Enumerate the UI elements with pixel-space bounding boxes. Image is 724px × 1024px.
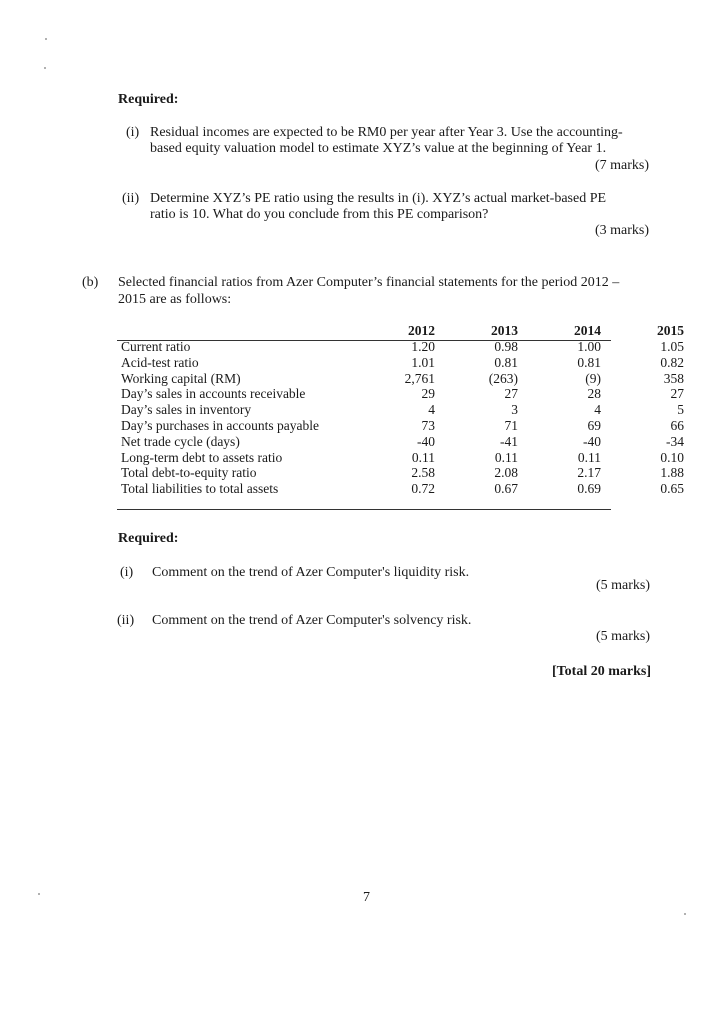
cell-value: 1.20 bbox=[411, 339, 435, 354]
cell-value: 71 bbox=[504, 417, 518, 433]
scan-speck bbox=[38, 893, 40, 895]
question-marker: (ii) bbox=[117, 613, 135, 628]
page-number: 7 bbox=[363, 890, 370, 905]
cell-value: -34 bbox=[666, 433, 684, 449]
question-marker: (i) bbox=[120, 565, 134, 580]
question-marker: (i) bbox=[126, 125, 140, 140]
year-header: 2013 bbox=[491, 323, 518, 339]
question-a-i-line-1: Residual incomes are expected to be RM0 per year after Year 3. Use the accounting- bbox=[150, 125, 623, 140]
table-row bbox=[117, 339, 691, 355]
cell-value: 0.82 bbox=[660, 354, 684, 370]
cell-value: 0.65 bbox=[660, 481, 684, 497]
financial-ratios-table bbox=[117, 323, 691, 497]
cell-value: (263) bbox=[488, 370, 518, 386]
cell-value: -41 bbox=[500, 433, 518, 449]
cell-value: 0.81 bbox=[577, 354, 601, 370]
cell-value: (9) bbox=[585, 370, 601, 386]
question-b-ii-text: Comment on the trend of Azer Computer's solvency risk. bbox=[152, 613, 472, 628]
cell-value: 0.72 bbox=[411, 481, 435, 497]
cell-value: 4 bbox=[594, 402, 601, 418]
cell-value: 2.08 bbox=[494, 465, 518, 481]
question-a-ii-line-1: Determine XYZ’s PE ratio using the results in (i). XYZ’s actual market-based PE bbox=[150, 191, 607, 206]
cell-value: 5 bbox=[677, 402, 684, 418]
table-header-blank bbox=[117, 323, 359, 339]
year-header: 2012 bbox=[408, 323, 435, 339]
year-header: 2015 bbox=[657, 323, 684, 339]
row-label: Day’s sales in inventory bbox=[121, 402, 252, 418]
cell-value: 1.00 bbox=[577, 339, 601, 354]
row-label: Total liabilities to total assets bbox=[121, 481, 279, 497]
total-marks: [Total 20 marks] bbox=[551, 664, 651, 679]
required-heading-b: Required: bbox=[118, 531, 179, 546]
part-b-intro-line-2: 2015 are as follows: bbox=[118, 292, 232, 307]
row-label: Day’s sales in accounts receivable bbox=[121, 386, 306, 402]
table-row bbox=[117, 465, 691, 481]
table-row bbox=[117, 418, 691, 434]
cell-value: 0.98 bbox=[494, 339, 518, 354]
row-label: Acid-test ratio bbox=[121, 354, 199, 370]
cell-value: 4 bbox=[428, 402, 435, 418]
required-heading-a: Required: bbox=[118, 92, 179, 107]
marks-b-i: (5 marks) bbox=[595, 578, 650, 593]
cell-value: 27 bbox=[504, 386, 518, 402]
row-label: Day’s purchases in accounts payable bbox=[121, 417, 319, 433]
row-label: Current ratio bbox=[121, 339, 191, 354]
cell-value: 1.05 bbox=[660, 339, 684, 354]
cell-value: -40 bbox=[583, 433, 601, 449]
row-label: Working capital (RM) bbox=[121, 370, 241, 386]
question-b-i-text: Comment on the trend of Azer Computer's liquidity risk. bbox=[152, 565, 470, 580]
cell-value: 2,761 bbox=[404, 370, 435, 386]
cell-value: 1.88 bbox=[660, 465, 684, 481]
year-header: 2014 bbox=[574, 323, 601, 339]
cell-value: -40 bbox=[417, 433, 435, 449]
scan-speck bbox=[684, 913, 686, 915]
row-label: Total debt-to-equity ratio bbox=[121, 465, 257, 481]
part-b-intro-line-1: Selected financial ratios from Azer Computer’s financial statements for the period 2012 – bbox=[118, 275, 620, 290]
marks-a-i: (7 marks) bbox=[594, 158, 649, 173]
cell-value: 73 bbox=[421, 417, 435, 433]
table-bottom-rule bbox=[117, 509, 611, 510]
cell-value: 0.69 bbox=[577, 481, 601, 497]
table-row bbox=[117, 402, 691, 418]
cell-value: 28 bbox=[587, 386, 601, 402]
cell-value: 2.58 bbox=[411, 465, 435, 481]
marks-b-ii: (5 marks) bbox=[595, 629, 650, 644]
question-a-ii-line-2: ratio is 10. What do you conclude from this PE comparison? bbox=[150, 207, 489, 222]
table-row bbox=[117, 355, 691, 371]
table-row bbox=[117, 434, 691, 450]
table-header-row bbox=[117, 323, 691, 339]
cell-value: 0.81 bbox=[494, 354, 518, 370]
question-marker: (ii) bbox=[122, 191, 140, 206]
cell-value: 1.01 bbox=[411, 354, 435, 370]
cell-value: 2.17 bbox=[577, 465, 601, 481]
scan-speck bbox=[45, 38, 47, 40]
cell-value: 69 bbox=[587, 417, 601, 433]
cell-value: 27 bbox=[670, 386, 684, 402]
cell-value: 0.11 bbox=[494, 449, 518, 465]
cell-value: 3 bbox=[511, 402, 518, 418]
table-row bbox=[117, 371, 691, 387]
table-row bbox=[117, 386, 691, 402]
cell-value: 66 bbox=[670, 417, 684, 433]
cell-value: 0.11 bbox=[577, 449, 601, 465]
cell-value: 0.10 bbox=[660, 449, 684, 465]
cell-value: 0.11 bbox=[411, 449, 435, 465]
table-row bbox=[117, 450, 691, 466]
cell-value: 358 bbox=[663, 370, 684, 386]
scan-speck bbox=[44, 67, 46, 69]
row-label: Net trade cycle (days) bbox=[121, 433, 240, 449]
cell-value: 0.67 bbox=[494, 481, 518, 497]
marks-a-ii: (3 marks) bbox=[594, 223, 649, 238]
row-label: Long-term debt to assets ratio bbox=[121, 449, 283, 465]
table-row bbox=[117, 481, 691, 497]
part-b-label: (b) bbox=[82, 275, 99, 290]
cell-value: 29 bbox=[421, 386, 435, 402]
question-a-i-line-2: based equity valuation model to estimate XYZ’s value at the beginning of Year 1. bbox=[150, 141, 607, 156]
